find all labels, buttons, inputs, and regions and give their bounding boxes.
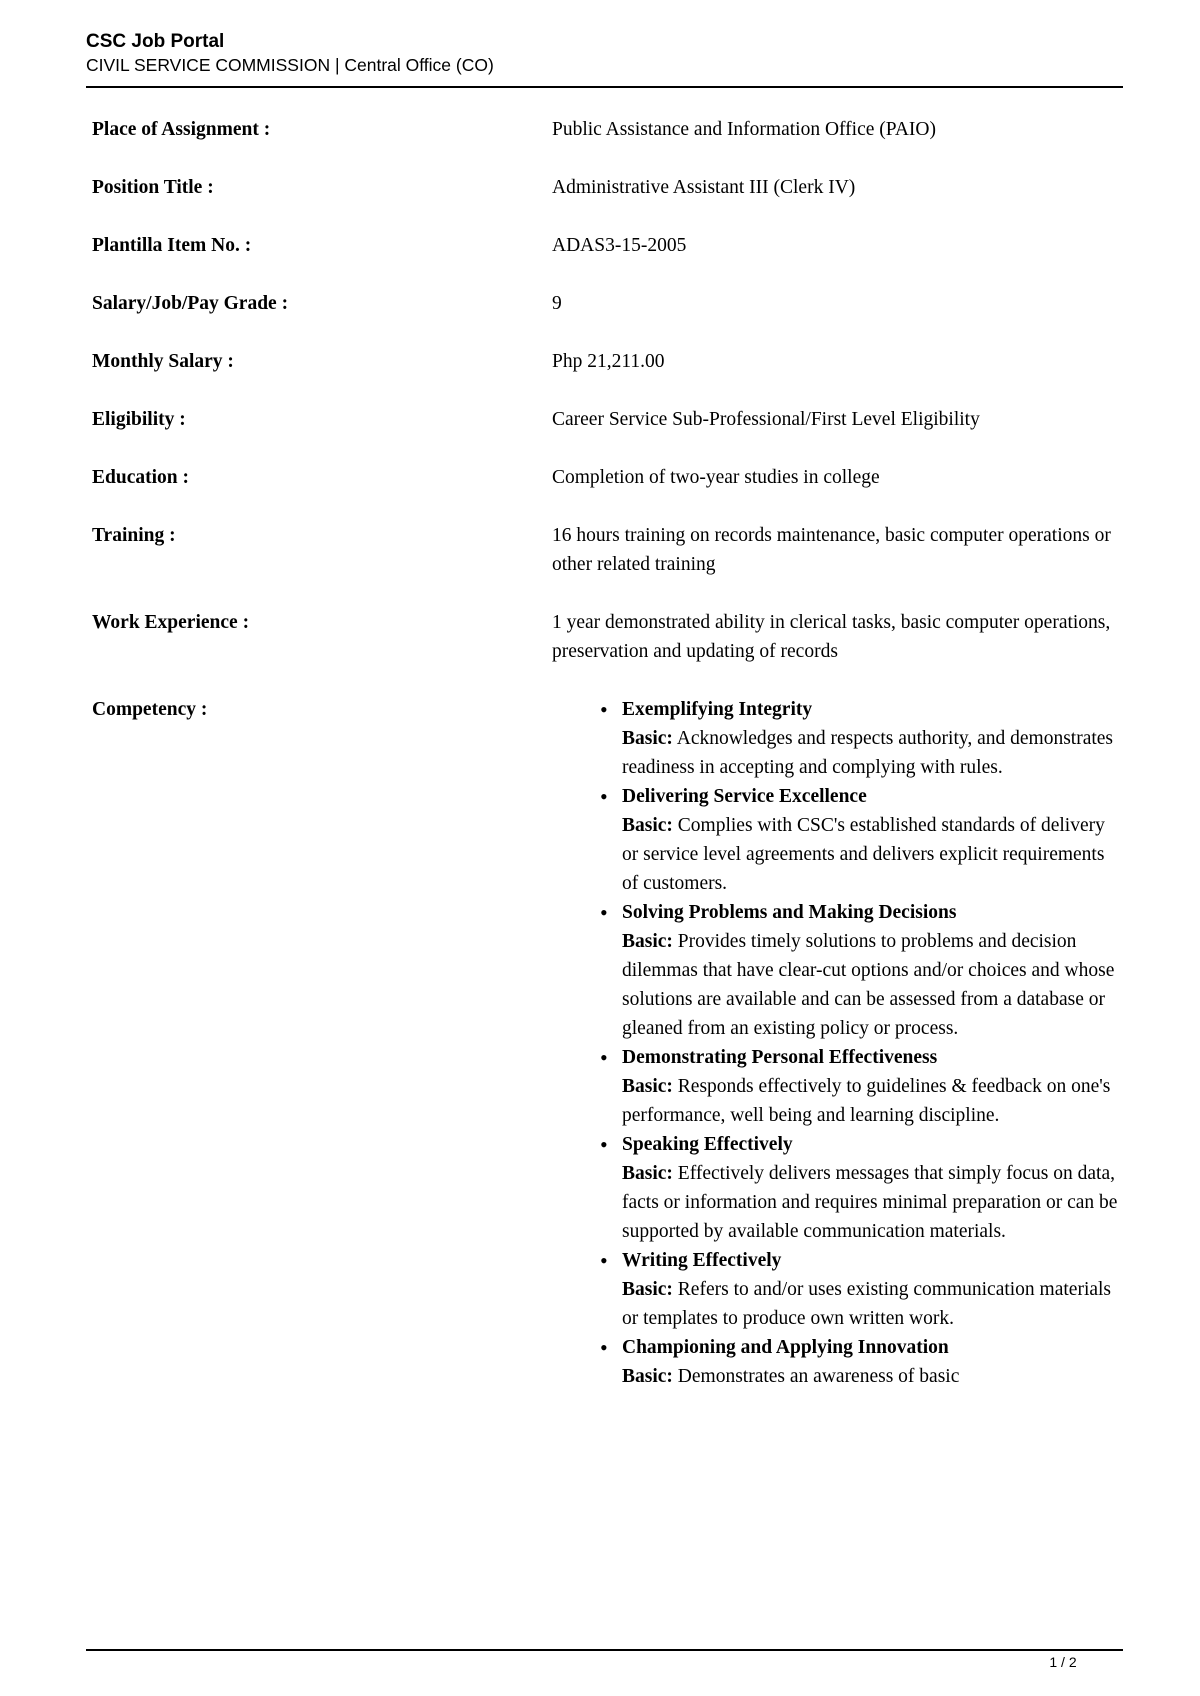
field-plantilla (92, 231, 1122, 260)
list-item (622, 695, 1122, 782)
field-value: 16 hours training on records maintenance, basic computer operations or other related training (552, 525, 1111, 575)
page-number: 1 / 2 (1049, 1654, 1077, 1670)
competency-desc: Provides timely solutions to problems and decision dilemmas that have clear-cut options and/or choices and whose solutions are available and can be assessed from a database or gleaned from an existing policy or process. (622, 931, 1115, 1039)
footer-divider (86, 1649, 1123, 1651)
competency-name: • Writing Effectively (622, 1250, 782, 1271)
field-place (92, 115, 1122, 144)
competency-desc: Acknowledges and respects authority, and demonstrates readiness in accepting and complying with rules. (622, 728, 1114, 778)
field-value: ADAS3-15-2005 (552, 235, 687, 256)
competency-level: Basic: (622, 931, 673, 952)
field-grade (92, 289, 1122, 318)
competency-level: Basic: (622, 728, 673, 749)
competency-list (552, 695, 1122, 1391)
field-value: Administrative Assistant III (Clerk IV) (552, 177, 856, 198)
competency-level: Basic: (622, 1076, 673, 1097)
field-value: Career Service Sub-Professional/First Level Eligibility (552, 409, 980, 430)
field-value: 9 (552, 293, 562, 314)
list-item (622, 898, 1122, 1043)
competency-level: Basic: (622, 815, 673, 836)
competency-level: Basic: (622, 1163, 673, 1184)
list-item (622, 782, 1122, 898)
field-value: Php 21,211.00 (552, 351, 665, 372)
list-item (622, 1246, 1122, 1333)
field-label: Education : (92, 467, 189, 488)
field-training (92, 521, 1122, 579)
field-label: Plantilla Item No. : (92, 235, 252, 256)
competency-desc: Effectively delivers messages that simply focus on data, facts or information and requires minimal preparation or can be supported by available communication materials. (622, 1163, 1118, 1242)
field-label: Work Experience : (92, 612, 250, 633)
field-label: Place of Assignment : (92, 119, 271, 140)
competency-level: Basic: (622, 1366, 673, 1387)
competency-name: • Exemplifying Integrity (622, 699, 813, 720)
field-value: 1 year demonstrated ability in clerical tasks, basic computer operations, preservation and updating of records (552, 612, 1111, 662)
competency-name: • Demonstrating Personal Effectiveness (622, 1047, 938, 1068)
office-name: CIVIL SERVICE COMMISSION | Central Office (CO) (86, 55, 494, 75)
competency-level: Basic: (622, 1279, 673, 1300)
field-label: Competency : (92, 699, 208, 720)
list-item (622, 1043, 1122, 1130)
field-label: Training : (92, 525, 176, 546)
competency-name: • Championing and Applying Innovation (622, 1337, 949, 1358)
competency-name: • Speaking Effectively (622, 1134, 793, 1155)
field-salary (92, 347, 1122, 376)
field-label: Position Title : (92, 177, 214, 198)
field-label: Eligibility : (92, 409, 186, 430)
competency-desc: Refers to and/or uses existing communication materials or templates to produce own written work. (622, 1279, 1112, 1329)
competency-name: • Solving Problems and Making Decisions (622, 902, 957, 923)
field-value: Public Assistance and Information Office (PAIO) (552, 119, 936, 140)
field-label: Salary/Job/Pay Grade : (92, 293, 289, 314)
portal-title: CSC Job Portal (86, 31, 225, 52)
field-competency (92, 695, 1122, 1391)
list-item (622, 1333, 1122, 1391)
competency-list-wrap (552, 695, 1122, 1391)
header-divider (86, 86, 1123, 88)
competency-name: • Delivering Service Excellence (622, 786, 867, 807)
field-label: Monthly Salary : (92, 351, 234, 372)
job-details (92, 115, 1122, 1391)
field-education (92, 463, 1122, 492)
list-item (622, 1130, 1122, 1246)
page-header (86, 30, 1123, 76)
field-value: Completion of two-year studies in college (552, 467, 880, 488)
competency-desc: Demonstrates an awareness of basic (677, 1366, 960, 1387)
competency-desc: Responds effectively to guidelines & feedback on one's performance, well being and learning discipline. (622, 1076, 1111, 1126)
competency-desc: Complies with CSC's established standards of delivery or service level agreements and delivers explicit requirements of customers. (622, 815, 1105, 894)
field-eligibility (92, 405, 1122, 434)
field-position (92, 173, 1122, 202)
field-experience (92, 608, 1122, 666)
